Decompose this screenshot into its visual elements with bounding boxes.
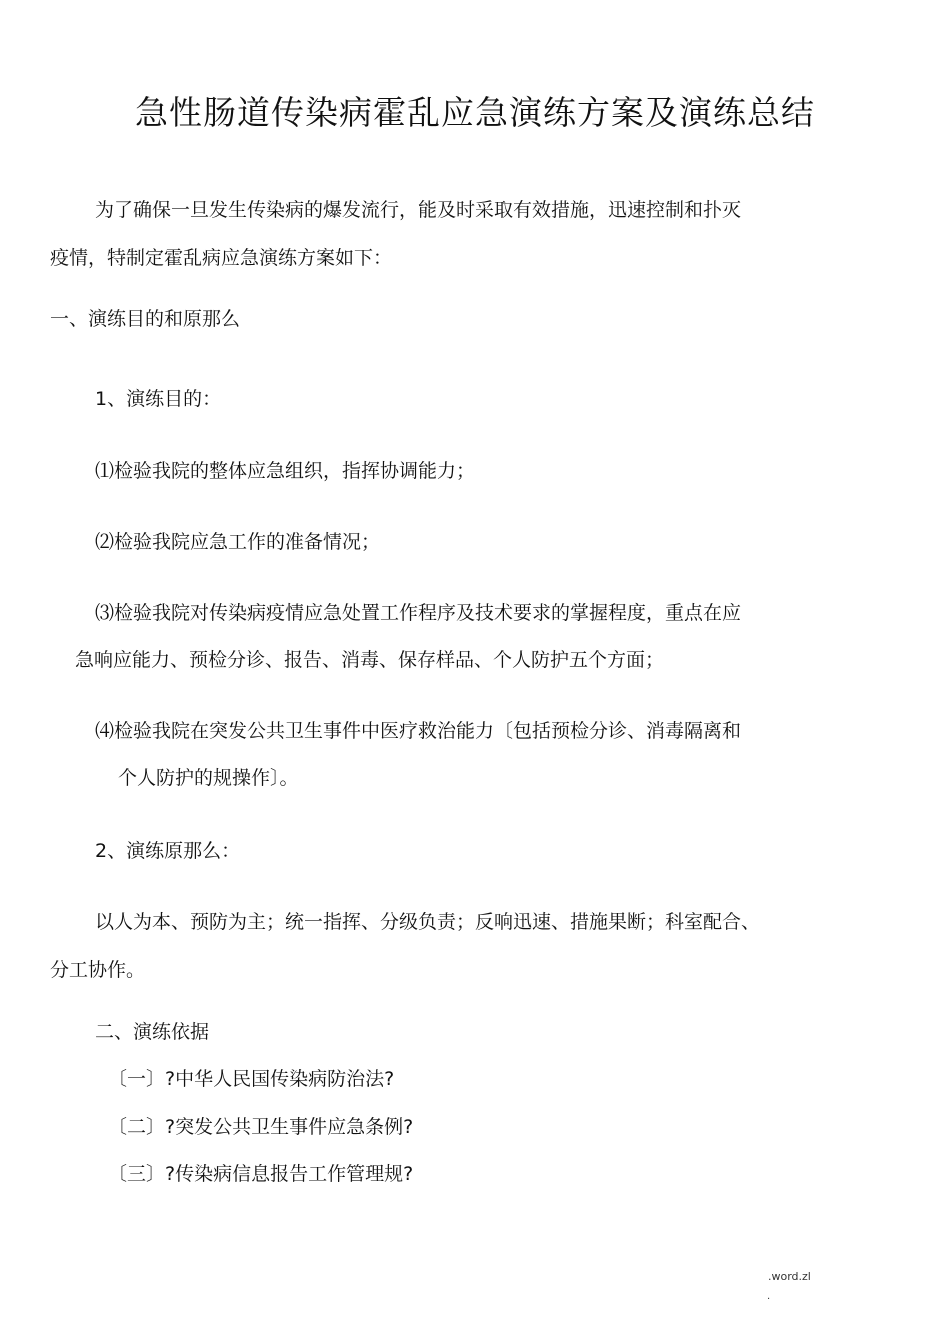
purpose-item-3-line-1: ⑶检验我院对传染病疫情应急处置工作程序及技术要求的掌握程度，重点在应 bbox=[95, 602, 742, 624]
purpose-item-1: ⑴检验我院的整体应急组织，指挥协调能力； bbox=[95, 460, 476, 482]
purpose-item-2: ⑵检验我院应急工作的准备情况； bbox=[95, 531, 381, 553]
document-title: 急性肠道传染病霍乱应急演练方案及演练总结 bbox=[135, 93, 815, 132]
purpose-item-4-line-1: ⑷检验我院在突发公共卫生事件中医疗救治能力〔包括预检分诊、消毒隔离和 bbox=[95, 720, 742, 742]
purpose-item-4-line-2: 个人防护的规操作〕。 bbox=[118, 767, 299, 789]
basis-item-1: 〔一〕?中华人民国传染病防治法? bbox=[108, 1068, 395, 1090]
footer-dot: . bbox=[767, 1291, 771, 1302]
basis-item-3: 〔三〕?传染病信息报告工作管理规? bbox=[108, 1163, 414, 1185]
footer-watermark: .word.zl bbox=[768, 1270, 811, 1283]
basis-item-2: 〔二〕?突发公共卫生事件应急条例? bbox=[108, 1116, 414, 1138]
section-2-heading: 二、演练依据 bbox=[95, 1021, 210, 1043]
section-1-heading: 一、演练目的和原那么 bbox=[50, 308, 241, 330]
subsection-2-heading: 2、演练原那么： bbox=[95, 840, 241, 862]
intro-line-2: 疫情，特制定霍乱病应急演练方案如下： bbox=[50, 247, 393, 269]
principle-line-1: 以人为本、预防为主；统一指挥、分级负责；反响迅速、措施果断；科室配合、 bbox=[95, 911, 761, 933]
purpose-item-3-line-2: 急响应能力、预检分诊、报告、消毒、保存样品、个人防护五个方面； bbox=[75, 649, 665, 671]
intro-line-1: 为了确保一旦发生传染病的爆发流行，能及时采取有效措施，迅速控制和扑灭 bbox=[95, 199, 742, 221]
principle-line-2: 分工协作。 bbox=[50, 959, 146, 981]
subsection-1-heading: 1、演练目的： bbox=[95, 388, 222, 410]
